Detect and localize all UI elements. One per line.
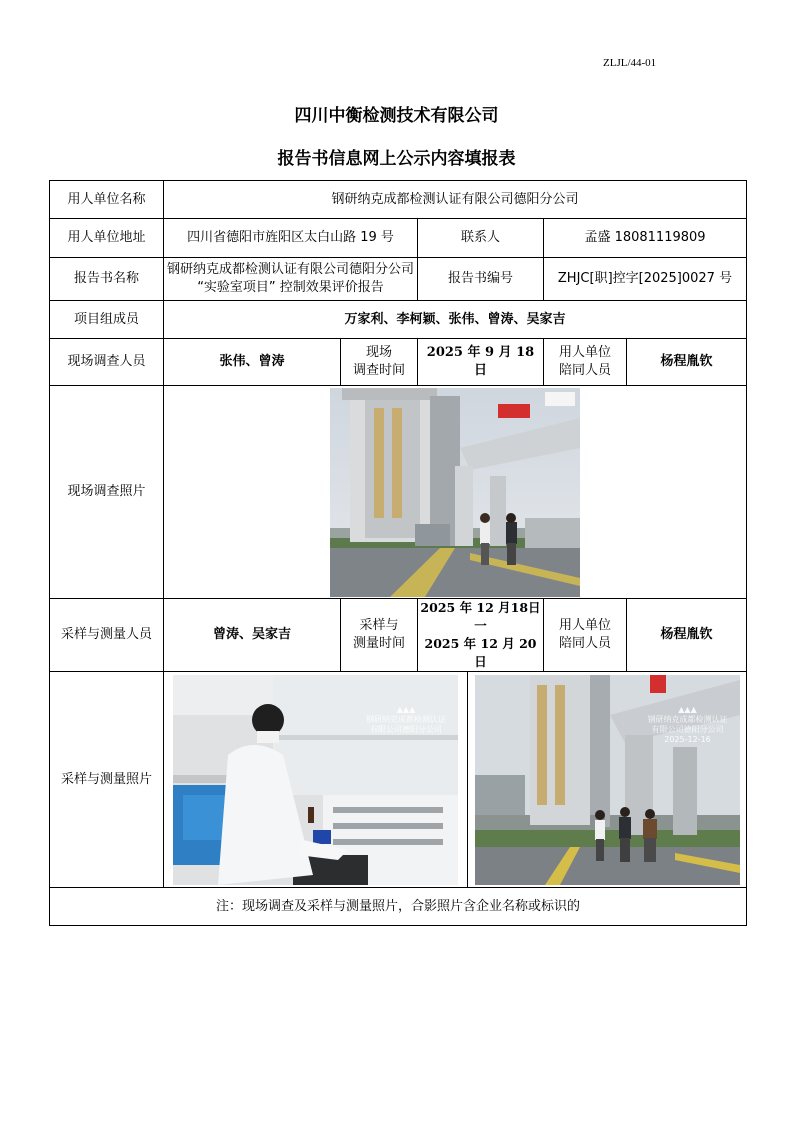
survey-staff-label: 现场调查人员: [50, 339, 164, 386]
note-text: 注：现场调查及采样与测量照片，合影照片含企业名称或标识的: [50, 888, 747, 926]
company-title: 四川中衡检测技术有限公司: [294, 106, 499, 126]
watermark-line1: 钢研纳克成都检测认证: [366, 714, 446, 724]
row-report: [50, 258, 747, 301]
watermark-logo-icon: ▲▲▲: [678, 704, 697, 714]
watermark-line2: 有限公司德阳分公司: [651, 724, 724, 734]
watermark-logo-icon: ▲▲▲: [396, 704, 416, 714]
sampling-escort-value: 杨程胤钦: [627, 599, 747, 672]
survey-photo-label: 现场调查照片: [50, 386, 164, 599]
contact-value: 孟盛 18081119809: [544, 219, 747, 258]
employer-label: 用人单位名称: [50, 181, 164, 219]
survey-time-label: 现场 调查时间: [341, 339, 418, 386]
contact-label: 联系人: [418, 219, 544, 258]
row-survey-photo: [50, 386, 747, 599]
address-label: 用人单位地址: [50, 219, 164, 258]
row-address: [50, 219, 747, 258]
gate-photo-cell: [468, 672, 747, 888]
lab-photo-cell: [164, 672, 468, 888]
form-title: 报告书信息网上公示内容填报表: [277, 149, 516, 169]
row-survey: [50, 339, 747, 386]
survey-time-value: 2025 年 9 月 18 日: [418, 339, 544, 386]
document-code: ZLJL/44-01: [603, 57, 657, 69]
sampling-photo-label: 采样与测量照片: [50, 672, 164, 888]
report-number-label: 报告书编号: [418, 258, 544, 301]
gate-photo: [475, 675, 740, 885]
survey-staff-value: 张伟、曾涛: [164, 339, 341, 386]
report-name-label: 报告书名称: [50, 258, 164, 301]
row-employer: [50, 181, 747, 219]
info-table: [49, 180, 747, 926]
lab-photo: [173, 675, 458, 885]
sampling-staff-label: 采样与测量人员: [50, 599, 164, 672]
employer-value: 钢研纳克成都检测认证有限公司德阳分公司: [164, 181, 747, 219]
lab-photo-watermark: [366, 705, 446, 735]
survey-escort-value: 杨程胤钦: [627, 339, 747, 386]
row-team: [50, 301, 747, 339]
watermark-date: 2025-12-16: [664, 734, 711, 744]
survey-photo: [330, 388, 580, 597]
site-gate-image: [330, 388, 580, 597]
row-note: [50, 888, 747, 926]
row-sampling: [50, 599, 747, 672]
report-name-value: 钢研纳克成都检测认证有限公司德阳分公司 “实验室项目” 控制效果评价报告: [164, 258, 418, 301]
report-number-value: ZHJC[职]控字[2025]0027 号: [544, 258, 747, 301]
survey-photo-cell: [164, 386, 747, 599]
sampling-escort-label: 用人单位 陪同人员: [544, 599, 627, 672]
team-value: 万家利、李柯颖、张伟、曾涛、吴家吉: [164, 301, 747, 339]
gate-photo-watermark: [648, 705, 728, 745]
survey-escort-label: 用人单位 陪同人员: [544, 339, 627, 386]
row-sampling-photo: [50, 672, 747, 888]
sampling-staff-value: 曾涛、吴家吉: [164, 599, 341, 672]
watermark-line1: 钢研纳克成都检测认证: [647, 714, 728, 724]
sampling-time-label: 采样与 测量时间: [341, 599, 418, 672]
team-label: 项目组成员: [50, 301, 164, 339]
sampling-time-value: 2025 年 12 月18日一 2025 年 12 月 20 日: [418, 599, 544, 672]
address-value: 四川省德阳市旌阳区太白山路 19 号: [164, 219, 418, 258]
watermark-line2: 有限公司德阳分公司: [370, 724, 442, 734]
